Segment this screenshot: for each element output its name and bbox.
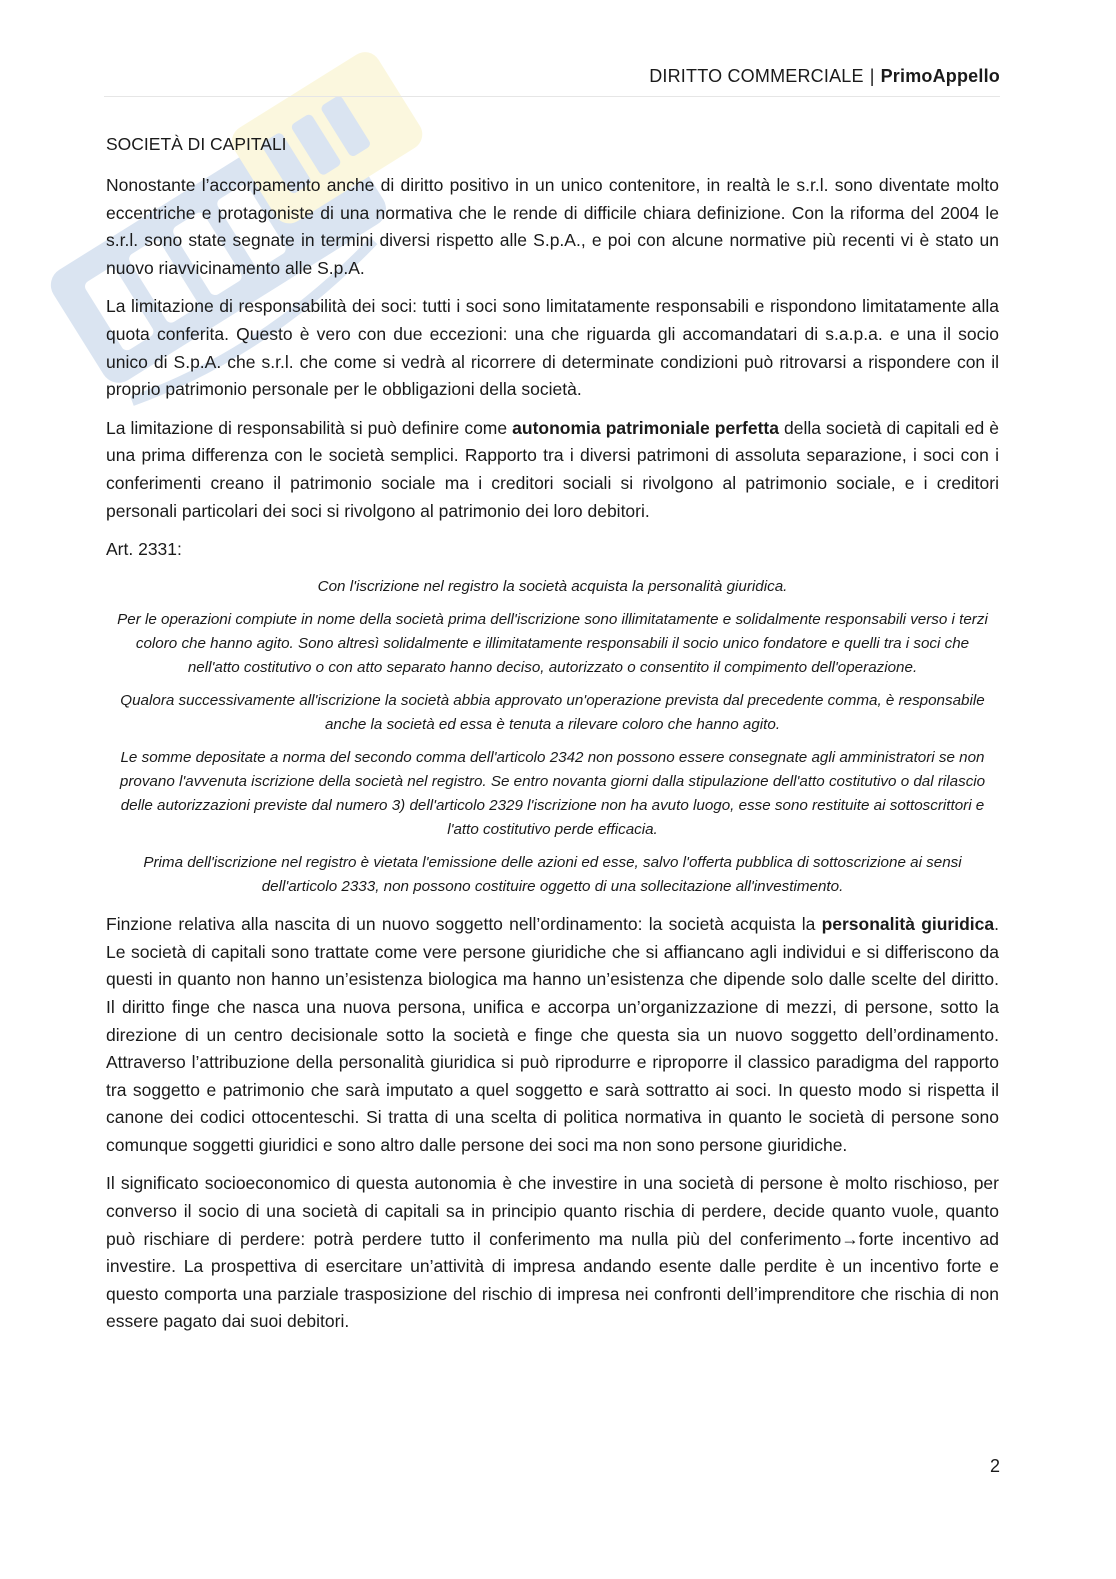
- page-number: 2: [989, 1456, 1000, 1476]
- paragraph-3-bold: autonomia patrimoniale perfetta: [512, 417, 779, 438]
- article-reference: Art. 2331:: [106, 539, 182, 560]
- paragraph-3: [106, 415, 999, 525]
- header-rule: [104, 96, 1000, 97]
- paragraph-5-text-b: forte incentivo ad investire. La prospettiva di esercitare un’attività di impresa andando esente dalle perdite è un incentivo forte e questo comporta una parziale trasposizione del rischio di impresa nei confronti dell’imprenditore che rischia di non essere pagato dai suoi debitori.: [106, 1228, 999, 1332]
- article-quote: [106, 575, 999, 899]
- page-header: [649, 66, 1000, 87]
- paragraph-4: [106, 911, 999, 1159]
- arrow-icon: →: [841, 1228, 859, 1249]
- quote-paragraph-4: Le somme depositate a norma del secondo comma dell'articolo 2342 non possono essere consegnate agli amministratori se non provano l'avvenuta iscrizione della società nel registro. Se entro novanta giorni dalla stipulazione dell'atto costitutivo o dal rilascio delle autorizzazioni previste dal numero 3) dell'articolo 2329 l'iscrizione non ha avuto luogo, esse sono restituite ai sottoscrittori e l'atto costitutivo perde efficacia.: [119, 749, 986, 839]
- paragraph-3-text-b: della società di capitali ed è una prima differenza con le società semplici. Rapporto tra i diversi patrimoni di assoluta separazione, i soci con i conferimenti creano il patrimonio sociale ma i creditori sociali si rivolgono al patrimonio sociale, e i creditori personali particolari dei soci si rivolgono al patrimonio dei loro debitori.: [106, 417, 999, 521]
- paragraph-4-text-b: . Le società di capitali sono trattate come vere persone giuridiche che si affiancano agli individui e si differiscono da questi in quanto non hanno un’esistenza biologica ma hanno un’esistenza che dipende solo dalle scelte del diritto. Il diritto finge che nasca una nuova persona, unifica e accorpa un’organizzazione di mezzi, di persone, sotto la direzione di un centro decisionale sotto la società e finge che questa sia un nuovo soggetto dell’ordinamento. Attraverso l’attribuzione della personalità giuridica si può riprodurre e riproporre il classico paradigma del rapporto tra soggetto e patrimonio che sarà imputato a quel soggetto e sarà sottratto ai soci. In questo modo si rispetta il canone dei codici ottocenteschi. Si tratta di una scelta di politica normativa in quanto le società di persone sono comunque soggetti giuridici e sono altro dalle persone dei soci ma non sono persone giuridiche.: [106, 914, 999, 1155]
- header-course: DIRITTO COMMERCIALE: [649, 66, 864, 86]
- paragraph-3-text-a: La limitazione di responsabilità si può definire come: [106, 417, 513, 438]
- quote-paragraph-2: Per le operazioni compiute in nome della società prima dell'iscrizione sono illimitatamente e solidalmente responsabili verso i terzi coloro che hanno agito. Sono altresì solidalmente e illimitatamente responsabili il socio unico fondatore e quelli tra i soci che nell'atto costitutivo o con atto separato hanno deciso, autorizzato o consentito il compimento dell'operazione.: [117, 611, 988, 677]
- paragraph-4-bold: personalità giuridica: [821, 914, 995, 935]
- paragraph-2: La limitazione di responsabilità dei soci: tutti i soci sono limitatamente responsabili e rispondono limitatamente alla quota conferita. Questo è vero con due eccezioni: una che riguarda gli accomandatari di s.a.p.a. e una il socio unico di S.p.A. che s.r.l. che come si vedrà al ricorrere di determinate condizioni può ritrovarsi a rispondere con il proprio patrimonio personale per le obbligazioni della società.: [106, 296, 999, 400]
- header-source: PrimoAppello: [880, 66, 1000, 86]
- header-separator: |: [869, 66, 875, 86]
- section-title: SOCIETÀ DI CAPITALI: [106, 134, 287, 154]
- paragraph-4-text-a: Finzione relativa alla nascita di un nuovo soggetto nell’ordinamento: la società acquista la: [106, 914, 822, 935]
- quote-paragraph-3: Qualora successivamente all'iscrizione la società abbia approvato un'operazione prevista dal precedente comma, è responsabile anche la società ed essa è tenuta a rilevare coloro che hanno agito.: [120, 692, 985, 734]
- paragraph-5-text-a: Il significato socioeconomico di questa autonomia è che investire in una società di persone è molto rischioso, per converso il socio di una società di capitali sa in principio quanto rischia di perdere, decide quanto vuole, quanto può rischiare di perdere: potrà perdere tutto il conferimento ma nulla più del conferimento: [106, 1173, 999, 1249]
- paragraph-5: [106, 1170, 999, 1336]
- document-body: [106, 130, 999, 1347]
- quote-paragraph-5: Prima dell'iscrizione nel registro è vietata l'emissione delle azioni ed esse, salvo l'offerta pubblica di sottoscrizione ai sensi dell'articolo 2333, non possono costituire oggetto di una sollecitazione all'investimento.: [143, 854, 962, 896]
- quote-paragraph-1: Con l'iscrizione nel registro la società acquista la personalità giuridica.: [317, 578, 788, 596]
- paragraph-1: Nonostante l’accorpamento anche di diritto positivo in un unico contenitore, in realtà le s.r.l. sono diventate molto eccentriche e protagoniste di una normativa che le rende di difficile chiara definizione. Con la riforma del 2004 le s.r.l. sono state segnate in termini diversi rispetto alle S.p.A., e poi con alcune normative più recenti vi è stato un nuovo riavvicinamento alle S.p.A.: [106, 175, 999, 278]
